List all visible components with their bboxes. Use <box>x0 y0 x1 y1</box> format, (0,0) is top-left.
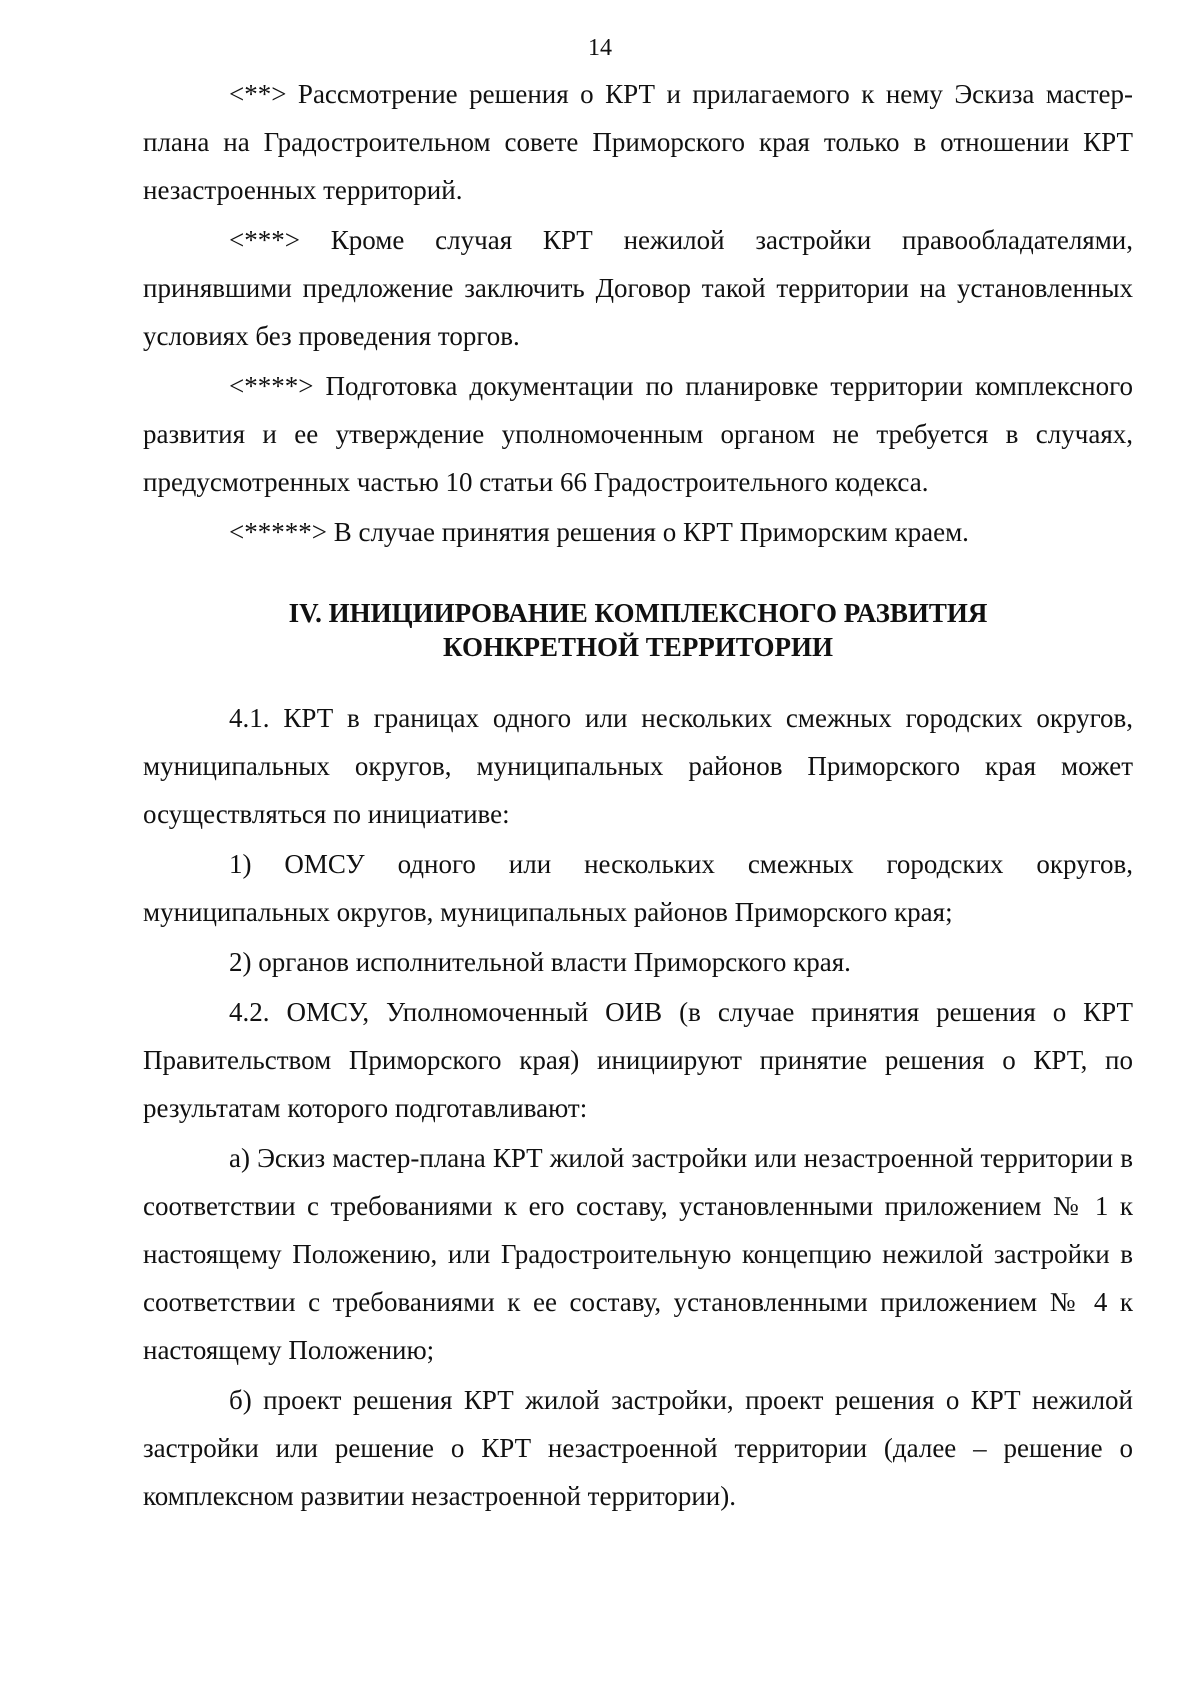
footnote-3: <***> Кроме случая КРТ нежилой застройки правообладателями, принявшими предложение заключить Договор такой территории на установленных условиях без проведения торгов. <box>143 225 1133 351</box>
list-item-2: 2) органов исполнительной власти Приморского края. <box>229 947 851 977</box>
list-item-1: 1) ОМСУ одного или нескольких смежных городских округов, муниципальных округов, муниципальных районов Приморского края; <box>143 849 1133 927</box>
document-body <box>143 70 1133 1520</box>
footnote-2: <**> Рассмотрение решения о КРТ и прилагаемого к нему Эскиза мастер-плана на Градостроительном совете Приморского края только в отношении КРТ незастроенных территорий. <box>143 79 1133 205</box>
list-item-a: а) Эскиз мастер-плана КРТ жилой застройки или незастроенной территории в соответствии с требованиями к его составу, установленными приложением № 1 к настоящему Положению, или Градостроительную концепцию нежилой застройки в соответствии с требованиями к ее составу, установленными приложением № 4 к настоящему Положению; <box>143 1143 1133 1365</box>
footnote-5: <*****> В случае принятия решения о КРТ Приморским краем. <box>229 517 969 547</box>
section-heading-line-2: КОНКРЕТНОЙ ТЕРРИТОРИИ <box>443 632 833 662</box>
section-heading-line-1: IV. ИНИЦИИРОВАНИЕ КОМПЛЕКСНОГО РАЗВИТИЯ <box>288 598 988 628</box>
page-number: 14 <box>588 35 612 61</box>
footnote-4: <****> Подготовка документации по планировке территории комплексного развития и ее утверждение уполномоченным органом не требуется в случаях, предусмотренных частью 10 статьи 66 Градостроительного кодекса. <box>143 371 1133 497</box>
paragraph-4-2: 4.2. ОМСУ, Уполномоченный ОИВ (в случае принятия решения о КРТ Правительством Приморского края) инициируют принятие решения о КРТ, по результатам которого подготавливают: <box>143 997 1133 1123</box>
list-item-b: б) проект решения КРТ жилой застройки, проект решения о КРТ нежилой застройки или решение о КРТ незастроенной территории (далее – решение о комплексном развитии незастроенной территории). <box>143 1385 1133 1511</box>
section-heading <box>143 596 1133 664</box>
paragraph-4-1: 4.1. КРТ в границах одного или нескольких смежных городских округов, муниципальных округов, муниципальных районов Приморского края может осуществляться по инициативе: <box>143 703 1133 829</box>
